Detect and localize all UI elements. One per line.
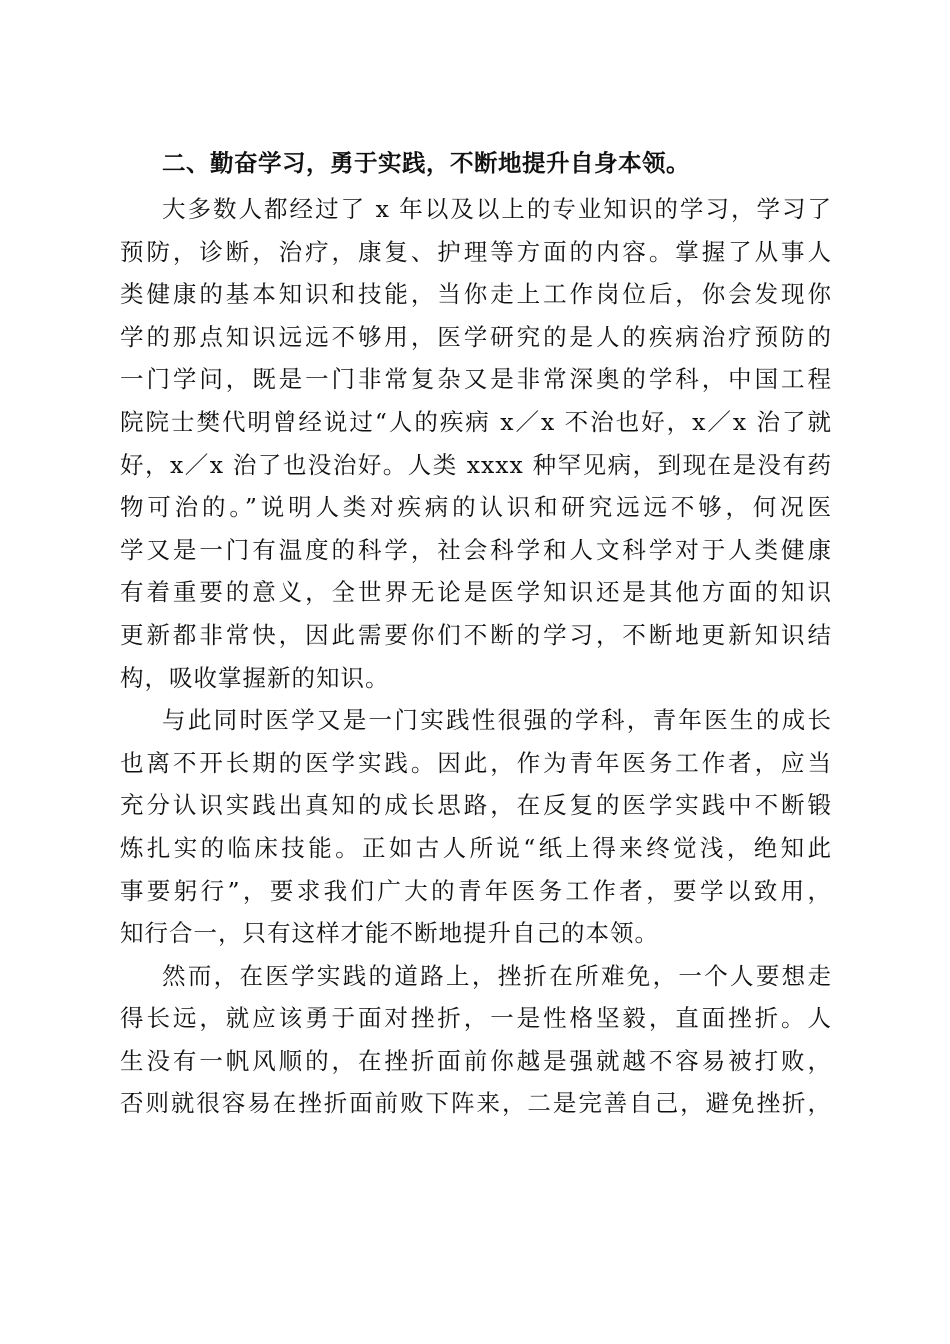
text-line: 一门学问，既是一门非常复杂又是非常深奥的学科，中国工程 <box>120 365 832 394</box>
text-line: 院院士樊代明曾经说过“人的疾病 x／x 不治也好，x／x 治了就 <box>120 407 832 436</box>
text-line: 类健康的基本知识和技能，当你走上工作岗位后，你会发现你 <box>120 280 832 309</box>
text-line: 预防，诊断，治疗，康复、护理等方面的内容。掌握了从事人 <box>120 237 832 266</box>
text-line: 然而，在医学实践的道路上，挫折在所难免，一个人要想走 <box>162 961 832 990</box>
section-heading: 二、勤奋学习，勇于实践，不断地提升自身本领。 <box>162 149 690 177</box>
paragraph-practice <box>120 699 832 955</box>
text-line: 知行合一，只有这样才能不断地提升自己的本领。 <box>120 919 659 948</box>
text-line: 事要躬行”，要求我们广大的青年医务工作者，要学以致用， <box>120 876 832 905</box>
text-line: 与此同时医学又是一门实践性很强的学科，青年医生的成长 <box>162 706 832 735</box>
text-line: 物可治的。”说明人类对疾病的认识和研究远远不够，何况医 <box>120 493 832 522</box>
text-line: 得长远，就应该勇于面对挫折，一是性格坚毅，直面挫折。人 <box>120 1004 832 1033</box>
text-line: 否则就很容易在挫折面前败下阵来，二是完善自己，避免挫折， <box>120 1089 832 1118</box>
text-line: 好，x／x 治了也没治好。人类 xxxx 种罕见病，到现在是没有药 <box>120 450 832 479</box>
text-line: 也离不开长期的医学实践。因此，作为青年医务工作者，应当 <box>120 748 832 777</box>
paragraph-setbacks <box>120 955 832 1125</box>
text-line: 有着重要的意义，全世界无论是医学知识还是其他方面的知识 <box>120 578 832 607</box>
text-line: 生没有一帆风顺的，在挫折面前你越是强就越不容易被打败， <box>120 1046 832 1075</box>
paragraph-study <box>120 188 832 699</box>
text-line: 学的那点知识远远不够用，医学研究的是人的疾病治疗预防的 <box>120 322 832 351</box>
document-body <box>120 138 832 1125</box>
text-line: 大多数人都经过了 x 年以及以上的专业知识的学习，学习了 <box>162 195 832 223</box>
text-line: 更新都非常快，因此需要你们不断的学习，不断地更新知识结 <box>120 620 832 649</box>
text-line: 炼扎实的临床技能。正如古人所说“纸上得来终觉浅，绝知此 <box>120 833 832 862</box>
text-line: 充分认识实践出真知的成长思路，在反复的医学实践中不断锻 <box>120 791 832 820</box>
text-line: 构，吸收掌握新的知识。 <box>120 663 390 692</box>
text-line: 学又是一门有温度的科学，社会科学和人文科学对于人类健康 <box>120 535 832 564</box>
